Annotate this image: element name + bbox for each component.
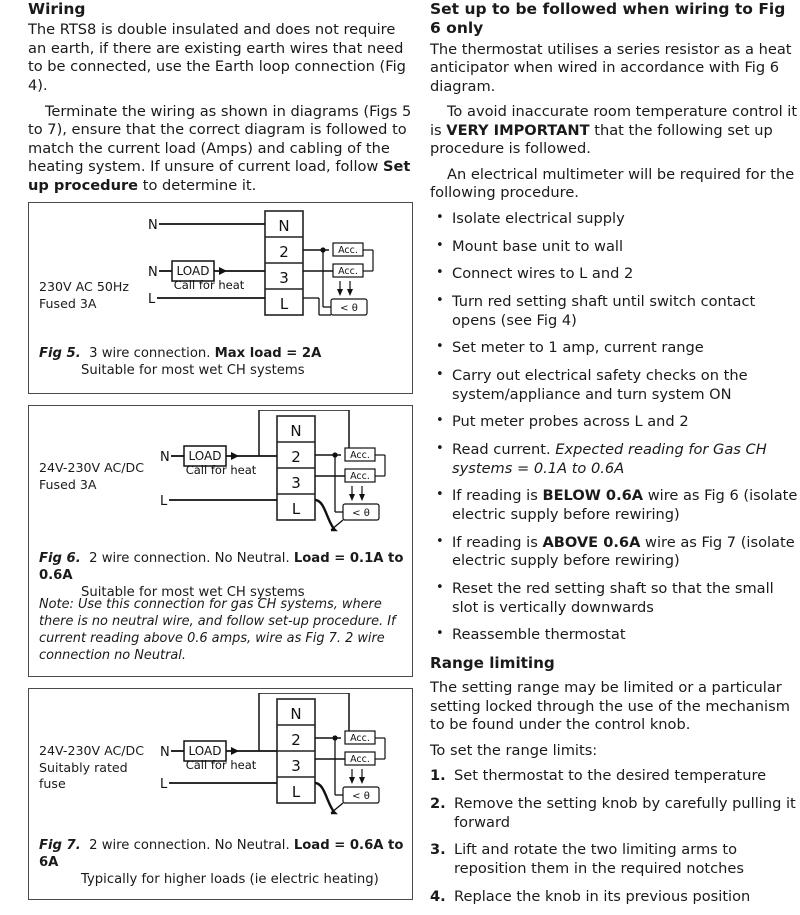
range-paragraph-1: The setting range may be limited or a particular setting locked through the use of the mechanism to be found under the control knob. [430,679,790,734]
fig5-supply-line1: 230V AC 50Hz [39,279,129,295]
svg-text:LOAD: LOAD [188,744,222,759]
wiring-paragraph-2-pre: Terminate the wiring as shown in diagrams (Figs 5 to 7), ensure that the correct diagram is followed to match the current load (Amps) and cabling of the heating system. If unsure of current load, follow [28,102,412,176]
svg-text:L: L [291,500,301,519]
svg-text:L: L [291,783,301,802]
section-heading-setup: Set up to be followed when wiring to Fig 6 only [430,0,786,38]
setup-paragraph-2-post: that the following set up procedure is followed. [430,121,773,158]
svg-text:Acc.: Acc. [338,266,358,278]
svg-text:3: 3 [291,474,301,493]
svg-text:N: N [148,218,158,234]
fig6-note-text: Use this connection for gas CH systems, where there is no neutral wire, and follow set-up procedure. If current reading above 0.6 amps, wire as Fig 7. 2 wire connection no Neutral. [39,597,396,664]
wiring-paragraph-2 [28,103,413,196]
svg-text:L: L [160,494,168,510]
list-item [430,767,800,786]
bullet-text: Carry out electrical safety checks on the system/appliance and turn system ON [452,367,748,403]
fig7-supply-line1: 24V-230V AC/DC [39,743,145,759]
bullet-text-italic: Expected reading for Gas CH systems = 0.1A to 0.6A [452,441,767,477]
list-item [430,293,800,330]
step-number: 3. [430,841,446,859]
list-item [430,888,800,907]
svg-text:N: N [160,450,170,466]
list-item [430,487,800,524]
figure-box-fig5 [28,202,413,394]
list-item [430,626,800,645]
step-text: Set thermostat to the desired temperature [454,767,767,785]
setup-bullet-list [430,210,800,645]
section-heading-wiring: Wiring [28,0,86,18]
bullet-text-post: wire as Fig 7 (isolate electric supply before rewiring) [452,533,795,570]
svg-text:Call for heat: Call for heat [173,278,245,293]
setup-paragraph-2 [430,103,800,159]
very-important-emphasis: VERY IMPORTANT [446,121,590,139]
step-number: 1. [430,767,446,785]
svg-text:2: 2 [279,243,289,262]
fig7-caption-main: 2 wire connection. No Neutral. [89,838,294,854]
list-item [430,441,800,478]
list-item [430,265,800,284]
svg-text:N: N [160,745,170,761]
svg-text:< θ: < θ [352,791,370,803]
fig6-supply-label [39,460,144,493]
bullet-text-pre: If reading is [452,487,543,505]
svg-text:N: N [148,265,158,281]
fig5-supply-label [39,279,129,312]
fig6-label: Fig 6. [39,551,81,567]
list-item [430,238,800,257]
svg-text:LOAD: LOAD [176,264,210,279]
bullet-text: Isolate electrical supply [452,210,625,227]
list-item [430,339,800,358]
fig5-caption-main: 3 wire connection. [89,346,215,362]
setup-paragraph-1: The thermostat utilises a series resistor as a heat anticipator when wired in accordance with Fig 6 diagram. [430,40,792,95]
fig5-caption [39,345,321,379]
bullet-text: Reassemble thermostat [452,626,626,644]
figure-box-fig7 [28,688,413,900]
list-item [430,367,800,404]
svg-text:< θ: < θ [340,303,358,315]
fig7-supply-line2: Suitably rated [39,759,128,775]
fig5-label: Fig 5. [39,346,81,362]
fig6-supply-line2: Fused 3A [39,476,97,492]
fig6-caption-sub: Suitable for most wet CH systems [81,585,305,601]
bullet-text-pre: Read current. [452,441,556,459]
wiring-diagram-fig5 [29,203,412,343]
svg-text:Acc.: Acc. [350,471,370,483]
setup-paragraph-3: An electrical multimeter will be required for the following procedure. [430,165,795,202]
list-item [430,534,800,571]
fig5-caption-bold: Max load = 2A [214,346,322,362]
bullet-text: Reset the red setting shaft so that the small slot is vertically downwards [452,580,774,616]
bullet-text-post: wire as Fig 6 (isolate electric supply before rewiring) [452,487,798,524]
fig6-note [39,596,404,664]
bullet-text: Put meter probes across L and 2 [452,413,689,431]
range-paragraph-2: To set the range limits: [430,741,598,759]
list-item [430,210,800,229]
fig6-caption-main: 2 wire connection. No Neutral. [89,551,294,567]
bullet-text: Set meter to 1 amp, current range [452,339,704,357]
svg-text:Acc.: Acc. [350,450,370,462]
svg-text:Acc.: Acc. [350,733,370,745]
fig5-caption-sub: Suitable for most wet CH systems [81,363,305,379]
svg-text:Acc.: Acc. [350,754,370,766]
step-text: Replace the knob in its previous position [454,887,751,905]
range-steps-list [430,767,800,906]
svg-text:Call for heat: Call for heat [185,758,257,773]
svg-text:Call for heat: Call for heat [185,463,257,478]
svg-text:< θ: < θ [352,508,370,520]
svg-text:Acc.: Acc. [338,245,358,257]
list-item [430,413,800,432]
wiring-paragraph-2-post: to determine it. [138,176,257,194]
fig6-caption-bold: Load = 0.1A to 0.6A [39,551,404,584]
bullet-text-bold: BELOW 0.6A [542,487,644,505]
svg-text:L: L [160,777,168,793]
fig5-supply-line2: Fused 3A [39,295,97,311]
setup-paragraph-2-pre: To avoid inaccurate room temperature control it is [430,103,798,139]
bullet-text-bold: ABOVE 0.6A [542,533,641,551]
list-item [430,580,800,617]
fig7-label: Fig 7. [39,838,81,854]
fig7-supply-line3: fuse [39,775,66,791]
bullet-text: Mount base unit to wall [452,237,623,255]
fig7-caption-bold: Load = 0.6A to 6A [39,838,404,871]
bullet-text: Connect wires to L and 2 [452,265,634,283]
fig6-supply-line1: 24V-230V AC/DC [39,460,145,476]
svg-text:N: N [290,705,302,724]
fig7-supply-label [39,743,144,792]
svg-text:2: 2 [291,731,301,750]
svg-text:LOAD: LOAD [188,449,222,464]
left-column [28,0,413,911]
setup-procedure-emphasis: Set up procedure [28,158,411,194]
list-item [430,841,800,878]
fig6-caption [39,550,412,601]
section-heading-range-limiting: Range limiting [430,654,555,673]
list-item [430,795,800,832]
svg-text:L: L [148,292,156,308]
svg-text:N: N [290,422,302,441]
step-text: Remove the setting knob by carefully pulling it forward [454,794,796,831]
fig7-caption-sub: Typically for higher loads (ie electric heating) [81,872,379,888]
svg-text:2: 2 [291,448,301,467]
step-number: 4. [430,887,446,905]
fig7-caption [39,837,412,888]
wiring-paragraph-1: The RTS8 is double insulated and does not require an earth, if there are existing earth wires that need to be connected, use the Earth loop connection (Fig 4). [28,21,406,94]
step-number: 2. [430,794,446,812]
svg-text:3: 3 [291,757,301,776]
bullet-text: Turn red setting shaft until switch contact opens (see Fig 4) [452,293,756,329]
figure-box-fig6 [28,405,413,677]
svg-text:N: N [278,217,290,236]
bullet-text-pre: If reading is [452,533,543,551]
fig6-note-label: Note: [39,597,74,613]
step-text: Lift and rotate the two limiting arms to reposition them in the required notches [454,841,744,877]
svg-text:L: L [279,295,289,314]
svg-text:3: 3 [279,269,289,288]
right-column [430,0,800,915]
